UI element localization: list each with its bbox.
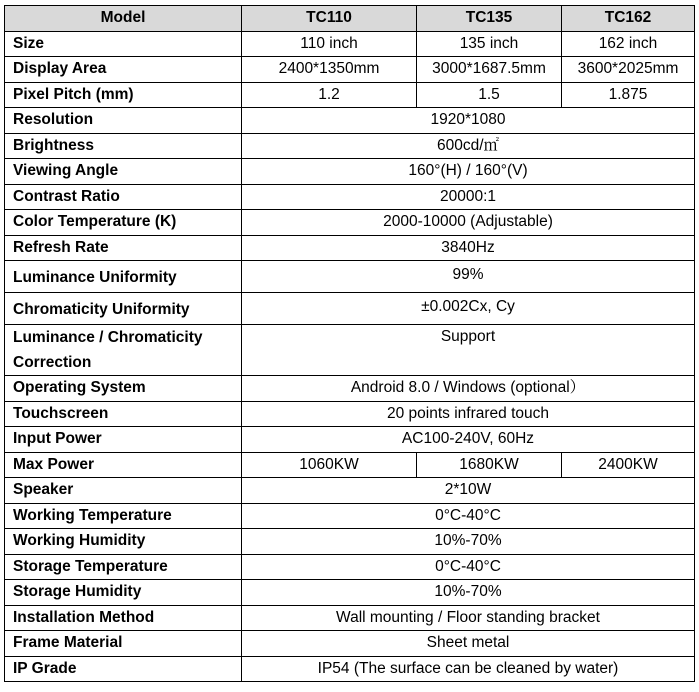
label-input-power: Input Power [5,427,242,453]
value-resolution: 1920*1080 [242,108,695,134]
row-max-power [5,452,695,478]
max-power-tc110: 1060KW [242,452,417,478]
value-operating-system: Android 8.0 / Windows (optional） [242,376,695,402]
display-area-tc110: 2400*1350mm [242,57,417,83]
label-size: Size [5,31,242,57]
pixel-pitch-tc135: 1.5 [417,82,562,108]
value-working-temperature: 0°C-40°C [242,503,695,529]
label-frame-material: Frame Material [5,631,242,657]
header-model: Model [5,6,242,32]
value-frame-material: Sheet metal [242,631,695,657]
row-lum-chrom-correction [5,325,695,376]
row-speaker [5,478,695,504]
label-touchscreen: Touchscreen [5,401,242,427]
label-max-power: Max Power [5,452,242,478]
value-color-temperature: 2000-10000 (Adjustable) [242,210,695,236]
label-brightness: Brightness [5,133,242,159]
value-refresh-rate: 3840Hz [242,235,695,261]
value-chromaticity-uniformity: ±0.002Cx, Cy [242,293,695,325]
row-size [5,31,695,57]
row-installation-method [5,605,695,631]
header-tc135: TC135 [417,6,562,32]
header-tc110: TC110 [242,6,417,32]
value-contrast-ratio: 20000:1 [242,184,695,210]
value-lum-chrom-correction: Support [242,325,695,376]
label-chromaticity-uniformity: Chromaticity Uniformity [5,293,242,325]
label-speaker: Speaker [5,478,242,504]
row-display-area [5,57,695,83]
value-viewing-angle: 160°(H) / 160°(V) [242,159,695,185]
label-luminance-uniformity: Luminance Uniformity [5,261,242,293]
row-working-humidity [5,529,695,555]
label-working-humidity: Working Humidity [5,529,242,555]
row-working-temperature [5,503,695,529]
row-contrast-ratio [5,184,695,210]
value-storage-temperature: 0°C-40°C [242,554,695,580]
label-storage-humidity: Storage Humidity [5,580,242,606]
label-color-temperature: Color Temperature (K) [5,210,242,236]
label-operating-system: Operating System [5,376,242,402]
label-storage-temperature: Storage Temperature [5,554,242,580]
row-touchscreen [5,401,695,427]
value-input-power: AC100-240V, 60Hz [242,427,695,453]
pixel-pitch-tc162: 1.875 [562,82,695,108]
display-area-tc135: 3000*1687.5mm [417,57,562,83]
label-contrast-ratio: Contrast Ratio [5,184,242,210]
label-refresh-rate: Refresh Rate [5,235,242,261]
value-touchscreen: 20 points infrared touch [242,401,695,427]
row-operating-system [5,376,695,402]
label-resolution: Resolution [5,108,242,134]
max-power-tc162: 2400KW [562,452,695,478]
value-installation-method: Wall mounting / Floor standing bracket [242,605,695,631]
label-viewing-angle: Viewing Angle [5,159,242,185]
size-tc135: 135 inch [417,31,562,57]
row-frame-material [5,631,695,657]
spec-table [4,5,695,682]
max-power-tc135: 1680KW [417,452,562,478]
row-storage-humidity [5,580,695,606]
row-viewing-angle [5,159,695,185]
row-storage-temperature [5,554,695,580]
value-brightness: 600cd/㎡ [242,133,695,159]
pixel-pitch-tc110: 1.2 [242,82,417,108]
label-ip-grade: IP Grade [5,656,242,682]
row-chromaticity-uniformity [5,293,695,325]
row-ip-grade [5,656,695,682]
row-refresh-rate [5,235,695,261]
label-pixel-pitch: Pixel Pitch (mm) [5,82,242,108]
size-tc110: 110 inch [242,31,417,57]
label-working-temperature: Working Temperature [5,503,242,529]
value-luminance-uniformity: 99% [242,261,695,293]
value-working-humidity: 10%-70% [242,529,695,555]
label-display-area: Display Area [5,57,242,83]
header-row [5,6,695,32]
row-luminance-uniformity [5,261,695,293]
row-pixel-pitch [5,82,695,108]
spec-table-container [4,5,695,682]
value-storage-humidity: 10%-70% [242,580,695,606]
value-speaker: 2*10W [242,478,695,504]
row-color-temperature [5,210,695,236]
row-input-power [5,427,695,453]
display-area-tc162: 3600*2025mm [562,57,695,83]
header-tc162: TC162 [562,6,695,32]
label-lum-chrom-correction: Luminance / Chromaticity Correction [5,325,242,376]
row-brightness [5,133,695,159]
size-tc162: 162 inch [562,31,695,57]
label-installation-method: Installation Method [5,605,242,631]
value-ip-grade: IP54 (The surface can be cleaned by water) [242,656,695,682]
row-resolution [5,108,695,134]
